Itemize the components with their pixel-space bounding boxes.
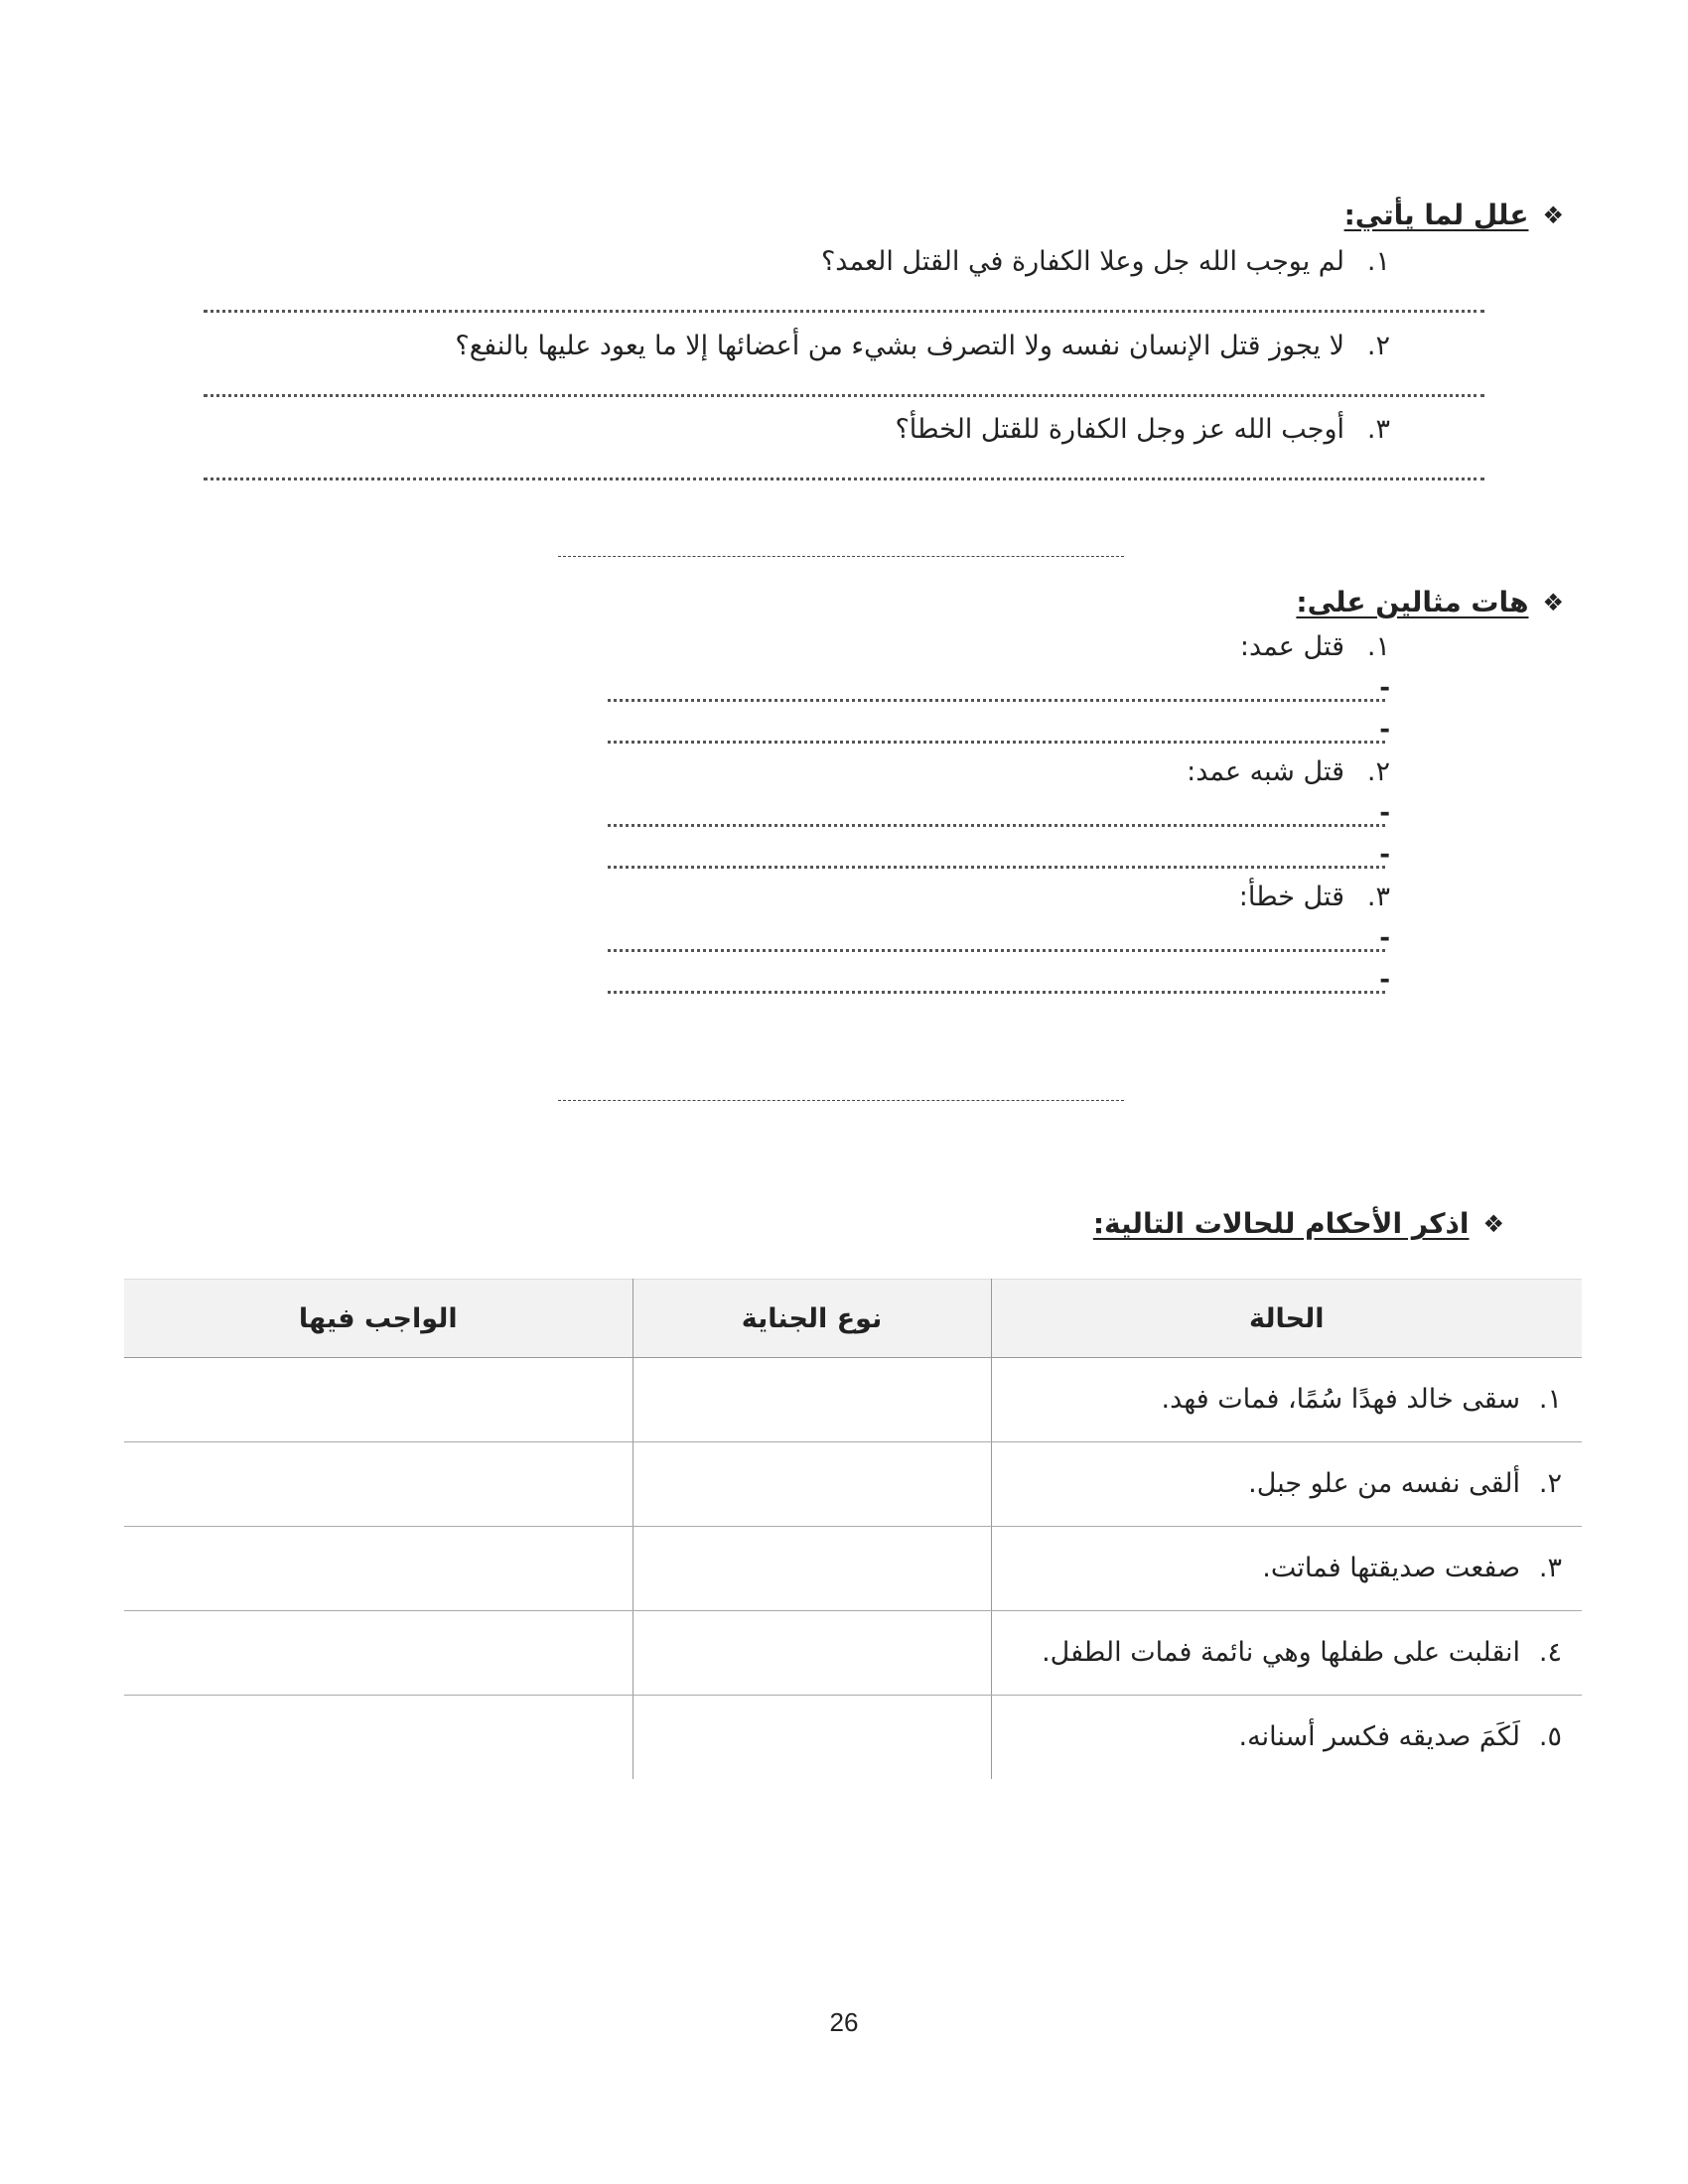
case-text: صفعت صديقتها فماتت. — [1262, 1553, 1520, 1583]
crime-type-cell[interactable] — [633, 1696, 991, 1780]
question-number: ٣. — [1366, 414, 1390, 445]
dash-bullet: - — [1379, 715, 1390, 745]
section2-heading — [1296, 586, 1564, 618]
case-text: ألقى نفسه من علو جبل. — [1248, 1468, 1520, 1499]
answer-line — [608, 741, 1385, 744]
answer-line — [204, 394, 1484, 397]
table-row — [124, 1442, 1582, 1527]
dash-bullet: - — [1379, 923, 1390, 953]
item-number: ٣. — [1366, 882, 1390, 912]
case-number: ٤. — [1538, 1637, 1562, 1668]
case-cell — [991, 1527, 1582, 1611]
example-item-1 — [1240, 631, 1390, 662]
case-cell — [991, 1611, 1582, 1696]
header-obligation: الواجب فيها — [124, 1280, 633, 1358]
case-cell — [991, 1696, 1582, 1780]
dash-bullet: - — [1379, 798, 1390, 828]
item-text: قتل شبه عمد: — [1187, 756, 1344, 787]
question-number: ٢. — [1366, 331, 1390, 361]
crime-type-cell[interactable] — [633, 1611, 991, 1696]
section-separator — [558, 556, 1124, 557]
dash-bullet: - — [1379, 840, 1390, 870]
item-number: ٢. — [1366, 756, 1390, 787]
item-number: ١. — [1366, 631, 1390, 662]
table-row — [124, 1611, 1582, 1696]
case-text: سقى خالد فهدًا سُمًا، فمات فهد. — [1161, 1384, 1520, 1415]
rulings-table — [124, 1279, 1582, 1779]
dash-bullet: - — [1379, 673, 1390, 703]
answer-line — [204, 478, 1484, 480]
question-text: لا يجوز قتل الإنسان نفسه ولا التصرف بشيء من أعضائها إلا ما يعود عليها بالنفع؟ — [455, 331, 1344, 361]
case-text: انقلبت على طفلها وهي نائمة فمات الطفل. — [1042, 1637, 1520, 1668]
case-number: ٢. — [1538, 1468, 1562, 1499]
item-text: قتل خطأ: — [1238, 882, 1344, 912]
example-item-3 — [1239, 882, 1390, 912]
obligation-cell[interactable] — [124, 1611, 633, 1696]
case-cell — [991, 1358, 1582, 1442]
item-text: قتل عمد: — [1239, 631, 1344, 662]
question-number: ١. — [1366, 246, 1390, 277]
obligation-cell[interactable] — [124, 1527, 633, 1611]
reason-question-1 — [821, 246, 1390, 277]
section2-title: هات مثالين على: — [1296, 586, 1529, 618]
dash-bullet: - — [1379, 965, 1390, 995]
answer-line — [608, 949, 1385, 952]
section-separator — [558, 1100, 1124, 1101]
page-number: 26 — [829, 2007, 859, 2037]
case-cell — [991, 1442, 1582, 1527]
case-text: لَكَمَ صديقه فكسر أسنانه. — [1238, 1721, 1520, 1752]
section3-title: اذكر الأحكام للحالات التالية: — [1092, 1207, 1470, 1240]
case-number: ١. — [1538, 1384, 1562, 1415]
case-number: ٥. — [1538, 1721, 1562, 1752]
obligation-cell[interactable] — [124, 1442, 633, 1527]
header-crime-type: نوع الجناية — [633, 1280, 991, 1358]
example-item-2 — [1187, 756, 1390, 787]
answer-line — [608, 991, 1385, 994]
obligation-cell[interactable] — [124, 1358, 633, 1442]
diamond-bullet-icon: ❖ — [1542, 201, 1564, 229]
answer-line — [608, 699, 1385, 702]
crime-type-cell[interactable] — [633, 1358, 991, 1442]
question-text: لم يوجب الله جل وعلا الكفارة في القتل العمد؟ — [820, 246, 1344, 277]
crime-type-cell[interactable] — [633, 1442, 991, 1527]
table-row — [124, 1527, 1582, 1611]
section3-heading — [1093, 1207, 1504, 1240]
reason-question-3 — [895, 414, 1390, 445]
reason-question-2 — [455, 331, 1390, 361]
table-row — [124, 1358, 1582, 1442]
diamond-bullet-icon: ❖ — [1542, 588, 1564, 616]
table-row — [124, 1696, 1582, 1780]
section1-heading — [1344, 199, 1564, 231]
section1-title: علل لما يأتي: — [1343, 199, 1529, 231]
case-number: ٣. — [1538, 1553, 1562, 1583]
answer-line — [608, 866, 1385, 869]
table-header-row — [124, 1280, 1582, 1358]
header-case: الحالة — [991, 1280, 1582, 1358]
answer-line — [608, 824, 1385, 827]
obligation-cell[interactable] — [124, 1696, 633, 1780]
diamond-bullet-icon: ❖ — [1482, 1209, 1504, 1238]
question-text: أوجب الله عز وجل الكفارة للقتل الخطأ؟ — [895, 414, 1344, 445]
crime-type-cell[interactable] — [633, 1527, 991, 1611]
answer-line — [204, 310, 1484, 313]
